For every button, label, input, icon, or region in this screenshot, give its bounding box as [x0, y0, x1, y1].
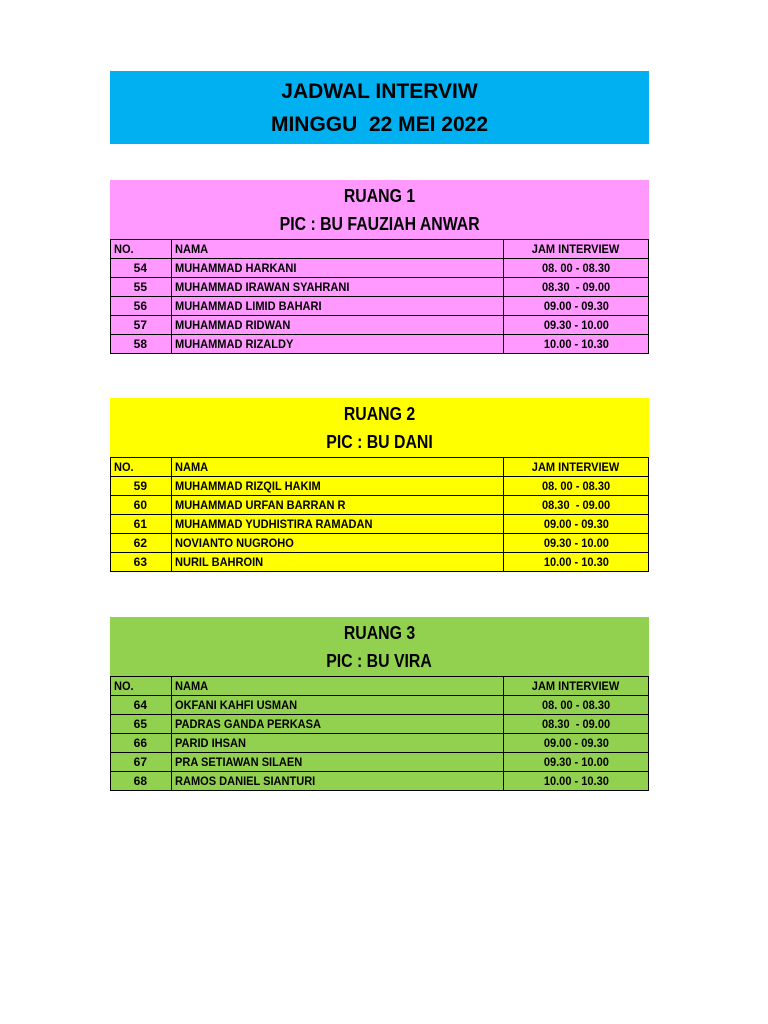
row-name: PADRAS GANDA PERKASA [175, 717, 321, 731]
row-time: 10.00 - 10.30 [543, 555, 609, 569]
row-name: MUHAMMAD RIDWAN [175, 318, 291, 332]
room-2-section [110, 398, 649, 572]
table-row [111, 496, 649, 515]
table-row [111, 553, 649, 572]
page-subtitle: MINGGU 22 MEI 2022 [270, 113, 489, 136]
table-row [111, 772, 649, 791]
row-time: 08.30 - 09.00 [541, 498, 611, 512]
room-3-header [110, 617, 649, 676]
column-time: JAM INTERVIEW [532, 242, 620, 256]
row-no: 63 [111, 553, 172, 572]
row-no: 55 [111, 278, 172, 297]
room-2-pic: PIC : BU DANI [326, 432, 433, 452]
row-name: MUHAMMAD RIZQIL HAKIM [175, 479, 321, 493]
row-name: PRA SETIAWAN SILAEN [175, 755, 303, 769]
row-no: 68 [111, 772, 172, 791]
room-1-header [110, 180, 649, 239]
column-no: NO. [114, 460, 134, 474]
row-no: 62 [111, 534, 172, 553]
table-header-row [111, 458, 649, 477]
row-no: 65 [111, 715, 172, 734]
room-1-pic: PIC : BU FAUZIAH ANWAR [279, 214, 480, 234]
row-time: 08.30 - 09.00 [541, 717, 611, 731]
table-row [111, 715, 649, 734]
row-time: 09.00 - 09.30 [543, 299, 609, 313]
room-1-section [110, 180, 649, 354]
column-time: JAM INTERVIEW [532, 679, 620, 693]
column-time: JAM INTERVIEW [532, 460, 620, 474]
table-row [111, 753, 649, 772]
row-time: 08. 00 - 08.30 [541, 479, 611, 493]
room-1-table [110, 239, 649, 354]
row-time: 09.00 - 09.30 [543, 736, 609, 750]
row-no: 60 [111, 496, 172, 515]
room-2-header [110, 398, 649, 457]
row-name: RAMOS DANIEL SIANTURI [175, 774, 316, 788]
table-row [111, 335, 649, 354]
row-no: 64 [111, 696, 172, 715]
row-time: 10.00 - 10.30 [543, 337, 609, 351]
page-title: JADWAL INTERVIW [281, 80, 478, 103]
table-row [111, 278, 649, 297]
table-row [111, 297, 649, 316]
row-time: 09.00 - 09.30 [543, 517, 609, 531]
row-no: 57 [111, 316, 172, 335]
row-time: 09.30 - 10.00 [543, 755, 609, 769]
row-no: 66 [111, 734, 172, 753]
row-name: OKFANI KAHFI USMAN [175, 698, 298, 712]
table-header-row [111, 677, 649, 696]
row-name: MUHAMMAD IRAWAN SYAHRANI [175, 280, 350, 294]
table-row [111, 515, 649, 534]
table-row [111, 734, 649, 753]
row-name: MUHAMMAD YUDHISTIRA RAMADAN [175, 517, 373, 531]
row-name: MUHAMMAD URFAN BARRAN R [175, 498, 346, 512]
row-name: NURIL BAHROIN [175, 555, 264, 569]
row-no: 54 [111, 259, 172, 278]
room-3-name: RUANG 3 [343, 623, 416, 643]
table-row [111, 477, 649, 496]
room-3-table [110, 676, 649, 791]
schedule-header [110, 71, 649, 144]
room-3-pic: PIC : BU VIRA [326, 651, 433, 671]
row-name: NOVIANTO NUGROHO [175, 536, 294, 550]
column-name: NAMA [175, 242, 209, 256]
row-name: MUHAMMAD HARKANI [175, 261, 297, 275]
room-2-name: RUANG 2 [343, 404, 416, 424]
row-time: 08. 00 - 08.30 [541, 698, 611, 712]
room-2-table [110, 457, 649, 572]
row-time: 09.30 - 10.00 [543, 318, 609, 332]
column-no: NO. [114, 679, 134, 693]
row-no: 59 [111, 477, 172, 496]
room-1-name: RUANG 1 [343, 186, 416, 206]
row-name: PARID IHSAN [175, 736, 246, 750]
row-no: 58 [111, 335, 172, 354]
row-name: MUHAMMAD LIMID BAHARI [175, 299, 322, 313]
row-no: 56 [111, 297, 172, 316]
row-time: 08. 00 - 08.30 [541, 261, 611, 275]
table-row [111, 696, 649, 715]
table-header-row [111, 240, 649, 259]
column-no: NO. [114, 242, 134, 256]
table-row [111, 316, 649, 335]
row-no: 61 [111, 515, 172, 534]
row-time: 08.30 - 09.00 [541, 280, 611, 294]
row-no: 67 [111, 753, 172, 772]
room-3-section [110, 617, 649, 791]
column-name: NAMA [175, 460, 209, 474]
column-name: NAMA [175, 679, 209, 693]
table-row [111, 534, 649, 553]
row-time: 10.00 - 10.30 [543, 774, 609, 788]
table-row [111, 259, 649, 278]
row-time: 09.30 - 10.00 [543, 536, 609, 550]
row-name: MUHAMMAD RIZALDY [175, 337, 294, 351]
